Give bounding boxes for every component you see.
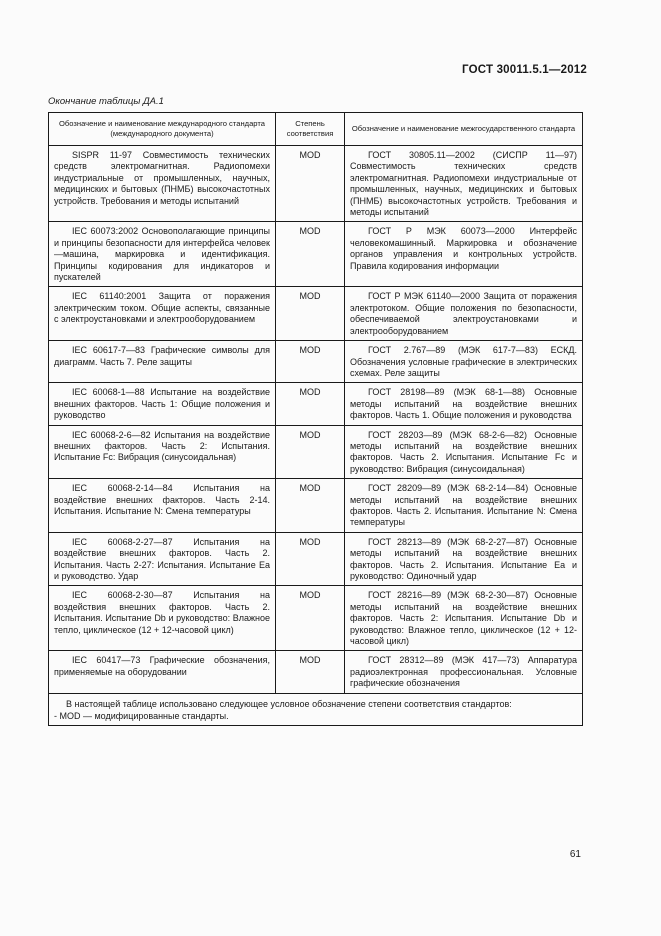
degree-cell: MOD — [276, 425, 345, 479]
interstate-standard-cell — [345, 383, 583, 425]
table-row — [49, 479, 583, 533]
international-standard-text: SISPR 11-97 Совместимость технических средств электромагнитная. Радиопомехи индустриальные от промышленных, научных, медицинских и бытовых (ПНМБ) высокочастотных устройств. Требования и методы испытаний — [54, 150, 270, 206]
page-number: 61 — [569, 849, 581, 860]
interstate-standard-cell — [345, 651, 583, 693]
international-standard-cell — [49, 479, 276, 533]
column-header-international: Обозначение и наименование международного стандарта (международного документа) — [49, 113, 276, 146]
table-row — [49, 146, 583, 222]
interstate-standard-cell — [345, 479, 583, 533]
interstate-standard-cell — [345, 146, 583, 222]
international-standard-cell — [49, 532, 276, 586]
international-standard-text: IEC 61140:2001 Защита от поражения электрическим током. Общие аспекты, связанные с электроустановками и электрооборудованием — [54, 291, 270, 325]
interstate-standard-text: ГОСТ Р МЭК 60073—2000 Интерфейс человекомашинный. Маркировка и обозначение органов управления и контрольных устройств. Правила кодирования информации — [350, 226, 577, 271]
standards-table — [48, 112, 583, 726]
degree-cell: MOD — [276, 383, 345, 425]
table-header — [49, 113, 583, 146]
international-standard-text: IEC 60073:2002 Основополагающие принципы и принципы безопасности для интерфейса человек—машина, маркировка и идентификация. Принципы кодирования для индикаторов и пускателей — [54, 226, 270, 283]
international-standard-cell — [49, 287, 276, 341]
degree-cell: MOD — [276, 586, 345, 651]
table-row — [49, 341, 583, 383]
degree-cell: MOD — [276, 532, 345, 586]
table-caption: Окончание таблицы ДА.1 — [48, 96, 164, 107]
table-row — [49, 532, 583, 586]
international-standard-text: IEC 60068-2-6—82 Испытания на воздействие внешних факторов. Часть 2: Испытания. Испытание Fc: Вибрация (синусоидальная) — [54, 429, 270, 463]
interstate-standard-cell — [345, 341, 583, 383]
international-standard-cell — [49, 383, 276, 425]
interstate-standard-text: ГОСТ 28198—89 (МЭК 68-1—88) Основные методы испытаний на воздействие внешних факторов. Часть 1. Общие положения и руководства — [350, 387, 577, 421]
table-note-line-1: В настоящей таблице использовано следующее условное обозначение степени соответствия стандартов: — [66, 698, 512, 709]
table-note-row — [49, 693, 583, 725]
degree-cell: MOD — [276, 287, 345, 341]
international-standard-cell — [49, 222, 276, 287]
international-standard-text: IEC 60068-2-27—87 Испытания на воздействие внешних факторов. Часть 2. Испытания. Часть 2-27: Испытания. Испытание Еа и руководство. Удар — [54, 536, 270, 581]
column-header-degree: Степень соответствия — [276, 113, 345, 146]
table-row — [49, 287, 583, 341]
interstate-standard-text: ГОСТ 28312—89 (МЭК 417—73) Аппаратура радиоэлектронная профессиональная. Условные графические обозначения — [350, 655, 577, 689]
interstate-standard-text: ГОСТ 30805.11—2002 (СИСПР 11—97) Совместимость технических средств электромагнитная. Радиопомехи индустриальные от промышленных, научных, медицинских и бытовых (ПНМБ) высокочастотных устройств. Требования и методы испытаний — [350, 150, 577, 218]
interstate-standard-text: ГОСТ 2.767—89 (МЭК 617-7—83) ЕСКД. Обозначения условные графические в электрических схемах. Реле защиты — [350, 345, 577, 378]
degree-cell: MOD — [276, 479, 345, 533]
interstate-standard-cell — [345, 287, 583, 341]
degree-cell: MOD — [276, 341, 345, 383]
interstate-standard-cell — [345, 222, 583, 287]
international-standard-text: IEC 60068-1—88 Испытание на воздействие внешних факторов. Часть 1: Общие положения и руководство — [54, 387, 270, 421]
header-row — [49, 113, 583, 146]
international-standard-text: IEC 60617-7—83 Графические символы для диаграмм. Часть 7. Реле защиты — [54, 345, 270, 367]
interstate-standard-text: ГОСТ 28209—89 (МЭК 68-2-14—84) Основные методы испытаний на воздействие внешних факторов. Часть 2. Испытания. Испытание N: Смена температуры — [350, 483, 577, 528]
table-body — [49, 146, 583, 726]
degree-cell: MOD — [276, 222, 345, 287]
international-standard-cell — [49, 651, 276, 693]
table-note-cell — [49, 693, 583, 725]
interstate-standard-text: ГОСТ 28216—89 (МЭК 68-2-30—87) Основные методы испытаний на воздействие внешних факторов. Часть 2: Испытания. Испытание Db и руководство: Влажное тепло, циклическое (12 + 12-часовой цикл) — [350, 590, 577, 647]
international-standard-cell — [49, 586, 276, 651]
international-standard-cell — [49, 425, 276, 479]
interstate-standard-cell — [345, 425, 583, 479]
table-note-line-2: - MOD — модифицированные стандарты. — [54, 710, 229, 721]
international-standard-cell — [49, 146, 276, 222]
international-standard-text: IEC 60068-2-14—84 Испытания на воздействие внешних факторов. Часть 2-14. Испытания. Испытание N: Смена температуры — [54, 483, 270, 516]
interstate-standard-cell — [345, 532, 583, 586]
document-code: ГОСТ 30011.5.1—2012 — [462, 64, 587, 76]
table-row — [49, 586, 583, 651]
interstate-standard-text: ГОСТ 28203—89 (МЭК 68-2-6—82) Основные методы испытаний на воздействие внешних факторов. Часть 2. Испытания. Испытание Fc и руководство: Вибрация (синусоидальная) — [350, 429, 577, 474]
international-standard-text: IEC 60068-2-30—87 Испытания на воздействия внешних факторов. Часть 2. Испытания. Испытание Db и руководство: Влажное тепло, циклическое (12 + 12-часовой цикл) — [54, 590, 270, 635]
degree-cell: MOD — [276, 146, 345, 222]
table-row — [49, 425, 583, 479]
international-standard-cell — [49, 341, 276, 383]
interstate-standard-cell — [345, 586, 583, 651]
column-header-interstate: Обозначение и наименование межгосударственного стандарта — [345, 113, 583, 146]
table-row — [49, 383, 583, 425]
interstate-standard-text: ГОСТ 28213—89 (МЭК 68-2-27—87) Основные методы испытаний на воздействие внешних факторов. Часть 2. Испытания. Испытание Еа и руководство: Одиночный удар — [350, 536, 577, 581]
table-row — [49, 222, 583, 287]
interstate-standard-text: ГОСТ Р МЭК 61140—2000 Защита от поражения электротоком. Общие положения по безопасности, обеспечиваемой электроустановками и электрооборудованием — [350, 291, 577, 336]
international-standard-text: IEC 60417—73 Графические обозначения, применяемые на оборудовании — [54, 655, 270, 677]
table-row — [49, 651, 583, 693]
degree-cell: MOD — [276, 651, 345, 693]
